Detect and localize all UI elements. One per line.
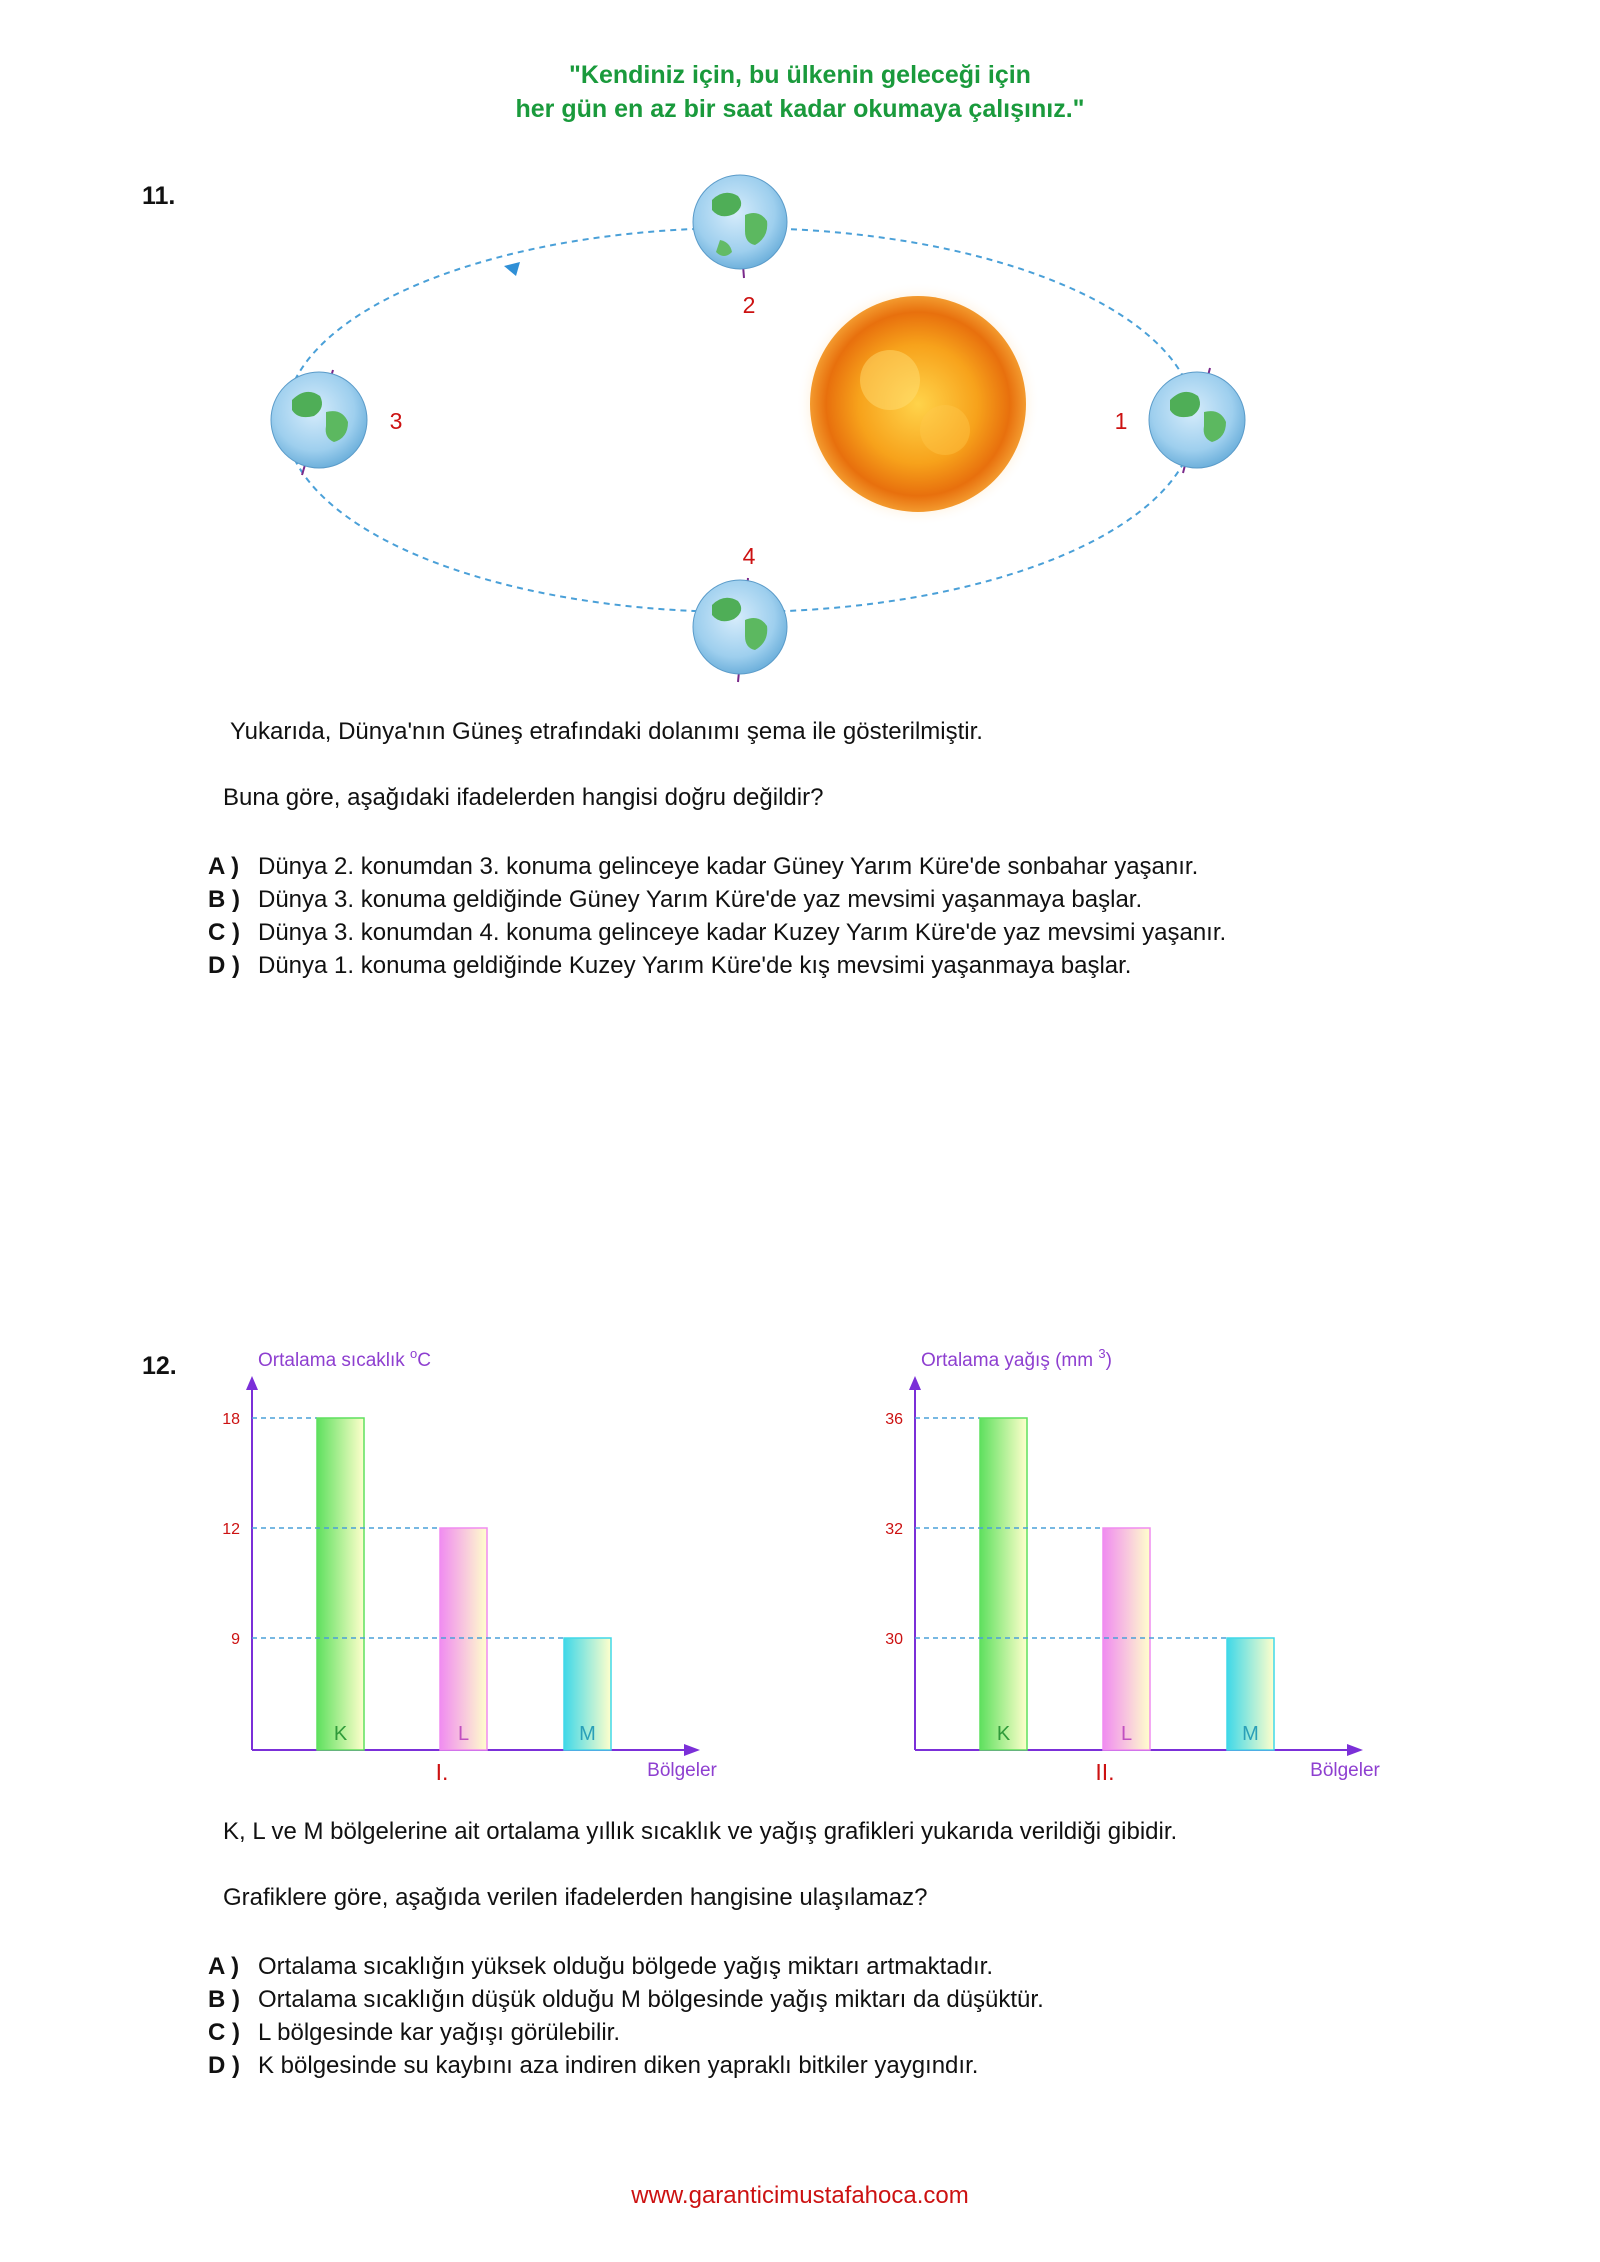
- x-axis-label: Bölgeler: [1310, 1760, 1380, 1781]
- category-label: K: [996, 1723, 1011, 1745]
- charts-svg: [0, 1340, 1600, 1800]
- y-axis-arrow: [246, 1376, 258, 1390]
- option-text: Dünya 1. konuma geldiğinde Kuzey Yarım Küre'de kış mevsimi yaşanmaya başlar.: [258, 952, 1132, 979]
- orbit-direction-arrow: [504, 262, 520, 276]
- option-text: Dünya 3. konuma geldiğinde Güney Yarım Küre'de yaz mevsimi yaşanmaya başlar.: [258, 886, 1143, 913]
- earth-position-2: [693, 175, 787, 278]
- y-axis-label: Ortalama sıcaklık $^o$C: [258, 1346, 432, 1371]
- option-a[interactable]: [208, 1950, 1044, 1983]
- option-text: Dünya 2. konumdan 3. konuma gelinceye kadar Güney Yarım Küre'de sonbahar yaşanır.: [258, 853, 1199, 880]
- chart-title: II.: [1095, 1759, 1115, 1785]
- option-a[interactable]: [208, 850, 1226, 883]
- position-label-3: 3: [389, 408, 403, 434]
- option-text: K bölgesinde su kaybını aza indiren diken yapraklı bitkiler yaygındır.: [258, 2052, 979, 2079]
- option-text: Dünya 3. konumdan 4. konuma gelinceye kadar Kuzey Yarım Küre'de yaz mevsimi yaşanır.: [258, 919, 1227, 946]
- option-key: A ): [208, 1953, 240, 1980]
- orbit-path: [285, 228, 1195, 612]
- y-tick-label: 18: [222, 1411, 240, 1428]
- option-d[interactable]: [208, 2049, 1044, 2082]
- category-label: L: [457, 1723, 470, 1745]
- bar-L: [440, 1528, 487, 1750]
- category-label: M: [579, 1723, 596, 1745]
- chart-2: [885, 1346, 1380, 1785]
- position-label-4: 4: [742, 543, 756, 569]
- bar-K: [980, 1418, 1027, 1750]
- earth-position-1: [1149, 368, 1245, 473]
- question-11-prompt: Buna göre, aşağıdaki ifadelerden hangisi doğru değildir?: [223, 784, 824, 811]
- option-d[interactable]: [208, 949, 1226, 982]
- question-11-options: [208, 850, 1226, 982]
- option-key: D ): [208, 2052, 240, 2079]
- earth-position-3: [271, 370, 367, 475]
- option-key: D ): [208, 952, 240, 979]
- x-axis-arrow: [684, 1744, 700, 1756]
- y-tick-label: 9: [231, 1631, 240, 1648]
- sun: [796, 282, 1040, 526]
- question-11-number: 11.: [142, 182, 176, 210]
- option-text: Ortalama sıcaklığın düşük olduğu M bölgesinde yağış miktarı da düşüktür.: [258, 1986, 1044, 2013]
- y-tick-label: 12: [222, 1521, 240, 1538]
- option-b[interactable]: [208, 883, 1226, 916]
- motto-line-1: "Kendiniz için, bu ülkenin geleceği için: [569, 61, 1031, 89]
- question-12-prompt: Grafiklere göre, aşağıda verilen ifadelerden hangisine ulaşılamaz?: [223, 1884, 928, 1911]
- y-tick-label: 30: [885, 1631, 903, 1648]
- question-12-stem: K, L ve M bölgelerine ait ortalama yıllık sıcaklık ve yağış grafikleri yukarıda verildiği gibidir.: [223, 1818, 1178, 1845]
- option-c[interactable]: [208, 2016, 1044, 2049]
- earth-position-4: [693, 578, 787, 682]
- orbit-diagram: [0, 0, 1600, 700]
- bar-K: [317, 1418, 364, 1750]
- y-axis-arrow: [909, 1376, 921, 1390]
- option-key: B ): [208, 1986, 240, 2013]
- chart-1: [222, 1346, 717, 1785]
- footer-website: www.garanticimustafahoca.com: [631, 2182, 969, 2209]
- option-key: C ): [208, 2019, 240, 2046]
- option-key: B ): [208, 886, 240, 913]
- question-11-stem: Yukarıda, Dünya'nın Güneş etrafındaki dolanımı şema ile gösterilmiştir.: [230, 718, 983, 745]
- category-label: L: [1120, 1723, 1133, 1745]
- position-label-1: 1: [1114, 408, 1128, 434]
- y-axis-label: Ortalama yağış (mm $^3$): [921, 1346, 1112, 1371]
- option-b[interactable]: [208, 1983, 1044, 2016]
- y-tick-label: 36: [885, 1411, 903, 1428]
- option-key: C ): [208, 919, 240, 946]
- y-tick-label: 32: [885, 1521, 903, 1538]
- question-12-number: 12.: [142, 1352, 177, 1380]
- category-label: M: [1242, 1723, 1259, 1745]
- category-label: K: [333, 1723, 348, 1745]
- option-key: A ): [208, 853, 240, 880]
- position-label-2: 2: [742, 292, 756, 318]
- chart-title: I.: [435, 1759, 449, 1785]
- bar-L: [1103, 1528, 1150, 1750]
- x-axis-label: Bölgeler: [647, 1760, 717, 1781]
- option-c[interactable]: [208, 916, 1226, 949]
- x-axis-arrow: [1347, 1744, 1363, 1756]
- question-12-options: [208, 1950, 1044, 2082]
- option-text: L bölgesinde kar yağışı görülebilir.: [258, 2019, 620, 2046]
- motto-line-2: her gün en az bir saat kadar okumaya çalışınız.": [515, 95, 1085, 123]
- option-text: Ortalama sıcaklığın yüksek olduğu bölgede yağış miktarı artmaktadır.: [258, 1953, 994, 1980]
